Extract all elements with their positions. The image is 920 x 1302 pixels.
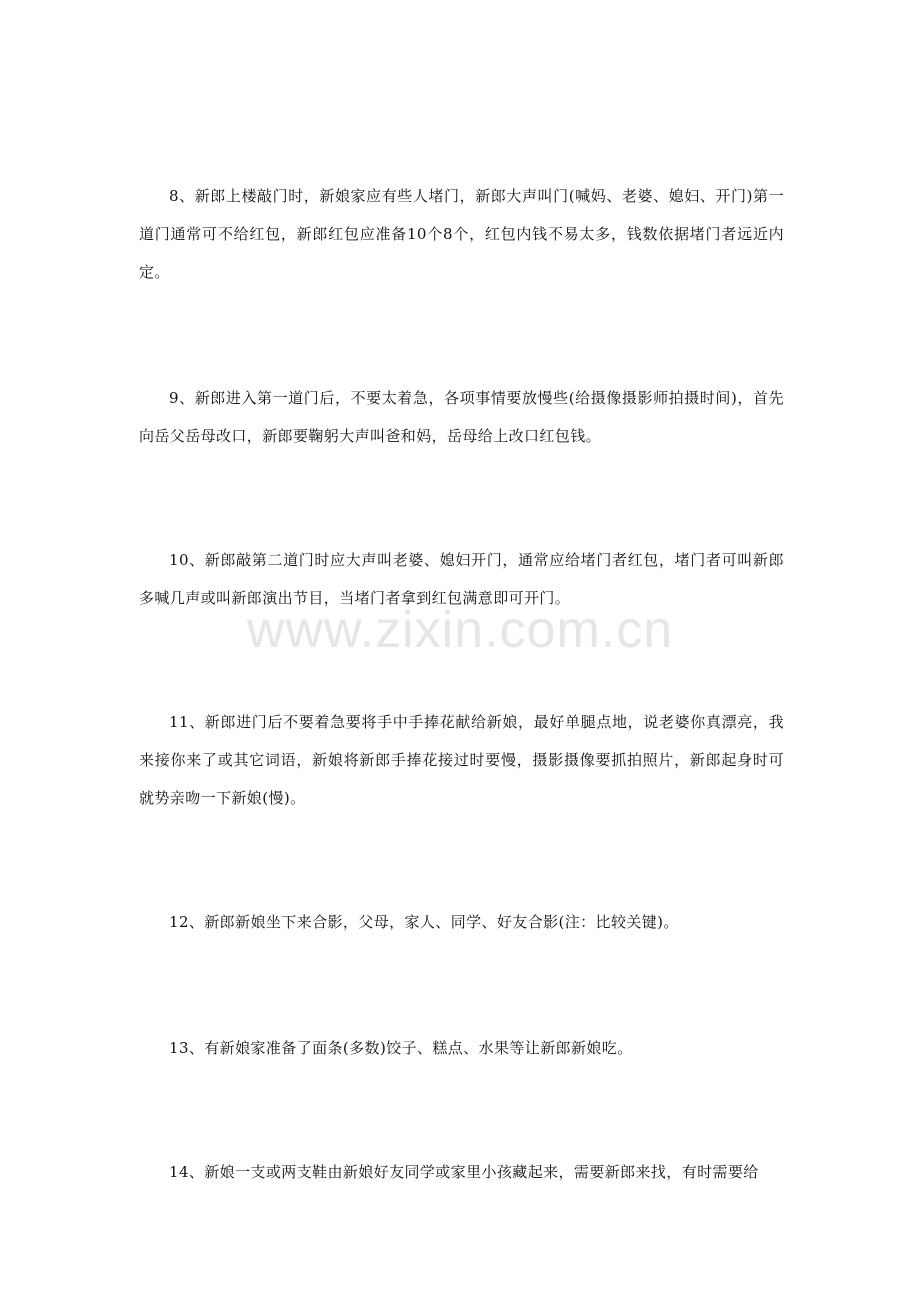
watermark: www.zixin.com.cn — [246, 601, 674, 659]
paragraph-12: 12、新郎新娘坐下来合影，父母，家人、同学、好友合影(注：比较关键)。 — [169, 913, 679, 931]
paragraph-9: 9、新郎进入第一道门后，不要太着急，各项事情要放慢些(给摄像摄影师拍摄时间)，首先向岳父岳母改口，新郎要鞠躬大声叫爸和妈，岳母给上改口红包钱。 — [139, 389, 784, 445]
paragraph-8: 8、新郎上楼敲门时，新娘家应有些人堵门，新郎大声叫门(喊妈、老婆、媳妇、开门)第一道门通常可不给红包，新郎红包应准备10个8个，红包内钱不易太多，钱数依据堵门者远近内定。 — [139, 187, 784, 281]
paragraph-11: 11、新郎进门后不要着急要将手中手捧花献给新娘，最好单腿点地，说老婆你真漂亮，我来接你来了或其它词语，新娘将新郎手捧花接过时要慢，摄影摄像要抓拍照片，新郎起身时可就势亲吻一下新娘(慢)。 — [139, 713, 784, 807]
paragraph-13: 13、有新娘家准备了面条(多数)饺子、糕点、水果等让新郎新娘吃。 — [169, 1039, 633, 1057]
paragraph-10: 10、新郎敲第二道门时应大声叫老婆、媳妇开门，通常应给堵门者红包，堵门者可叫新郎多喊几声或叫新郎演出节目，当堵门者拿到红包满意即可开门。 — [139, 551, 784, 607]
paragraph-14: 14、新娘一支或两支鞋由新娘好友同学或家里小孩藏起来，需要新郎来找，有时需要给 — [169, 1163, 759, 1181]
